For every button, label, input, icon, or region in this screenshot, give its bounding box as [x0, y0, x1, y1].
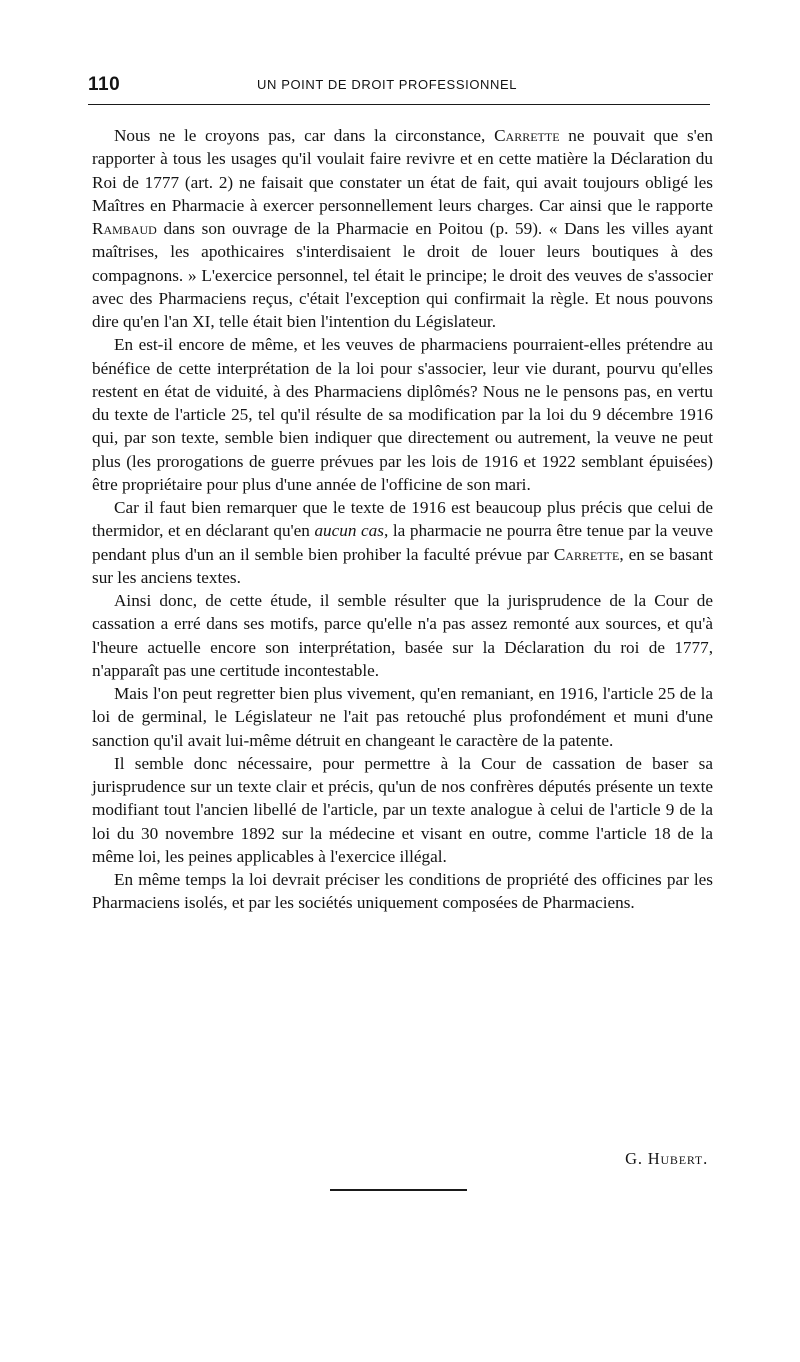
- running-head: [85, 72, 710, 102]
- author-name-rambaud: Rambaud: [92, 219, 157, 238]
- author-name-carrette-2: Carrette: [553, 544, 620, 564]
- paragraph-1-text-c: dans son ouvrage de la Pharmacie en Poitou (p. 59). « Dans les villes ayant maîtrises, les apothicaires s'interdisaient le droit de louer leurs boutiques à des compagnons. » L'exercice personnel, tel était le principe; le droit des veuves de s'associer avec des Pharmaciens reçus, c'était l'exception qui confirmait la règle. Et nous pouvons dire qu'en l'an XI, telle était bien l'intention du Législateur.: [92, 219, 713, 331]
- paragraph-1-text-b: ne pouvait que s'en rapporter à tous les usages qu'il voulait faire revivre et en cette matière la Déclaration du Roi de 1777 (art. 2) ne faisait que constater un état de fait, qui avait toujours obligé les Maîtres en Pharmacie à exercer personnellement leurs charges. Car ainsi que le rapporte: [92, 126, 713, 215]
- paragraph-3: [92, 496, 713, 589]
- paragraph-3-text-c: , en se basant sur les anciens textes.: [92, 544, 713, 587]
- paragraph-5: Mais l'on peut regretter bien plus vivement, qu'en remaniant, en 1916, l'article 25 de la loi de germinal, le Législateur ne l'ait pas retouché plus profondément et muni d'une sanction qu'il avait lui-même détruit en changeant le caractère de la patente.: [92, 684, 713, 750]
- paragraph-6: Il semble donc nécessaire, pour permettre à la Cour de cassation de baser sa jurisprudence sur un texte clair et précis, qu'un de nos confrères députés présente un texte modifiant tout l'ancien libellé de l'article, par un texte analogue à celui de l'article 9 de la loi du 30 novembre 1892 sur la médecine et visant en outre, comme l'article 18 de la même loi, les peines applicables à l'exercice illégal.: [92, 753, 713, 866]
- emphasis-aucun-cas: aucun cas: [314, 521, 384, 541]
- paragraph-2: En est-il encore de même, et les veuves de pharmaciens pourraient-elles prétendre au bénéfice de cette interprétation de la loi pour s'associer, leur vie durant, pourvu qu'elles restent en état de viduité, à des Pharmaciens diplômés? Nous ne le pensons pas, en vertu du texte de l'article 25, tel qu'il résulte de sa modification par la loi du 9 décembre 1916 qui, par son texte, semble bien indiquer que directement ou autrement, la veuve ne peut plus (les prorogations de guerre prévues par les lois de 1916 et 1922 semblant épuisées) être propriétaire pour plus d'une année de l'officine de son mari.: [92, 335, 713, 494]
- paragraph-3-text-b: , la pharmacie ne pourra être tenue par la veuve pendant plus d'un an il semble bien prohiber la faculté prévue par: [92, 521, 713, 564]
- closing-rule: [330, 1189, 467, 1191]
- paragraph-1: [92, 124, 713, 333]
- paragraph-4: Ainsi donc, de cette étude, il semble résulter que la jurisprudence de la Cour de cassation a erré dans ses motifs, parce qu'elle n'a pas assez remonté aux sources, et qu'à l'heure actuelle encore son interprétation, basée sur la Déclaration du roi de 1777, n'apparaît pas une certitude incontestable.: [92, 591, 713, 680]
- author-signature: G. Hubert.: [625, 1149, 708, 1168]
- paragraph-7: En même temps la loi devrait préciser les conditions de propriété des officines par les Pharmaciens isolés, et par les sociétés uniquement composées de Pharmaciens.: [92, 870, 713, 913]
- running-title: UN POINT DE DROIT PROFESSIONNEL: [257, 77, 518, 92]
- header-rule: [88, 104, 710, 105]
- paragraph-1-text-a: Nous ne le croyons pas, car dans la circonstance,: [114, 126, 495, 145]
- article-body: [92, 124, 713, 915]
- paragraph-3-text-a: Car il faut bien remarquer que le texte de 1916 est beaucoup plus précis que celui de thermidor, et en déclarant qu'en: [92, 498, 713, 541]
- author-name-carrette: Carrette: [494, 126, 560, 145]
- page-number: 110: [88, 74, 121, 95]
